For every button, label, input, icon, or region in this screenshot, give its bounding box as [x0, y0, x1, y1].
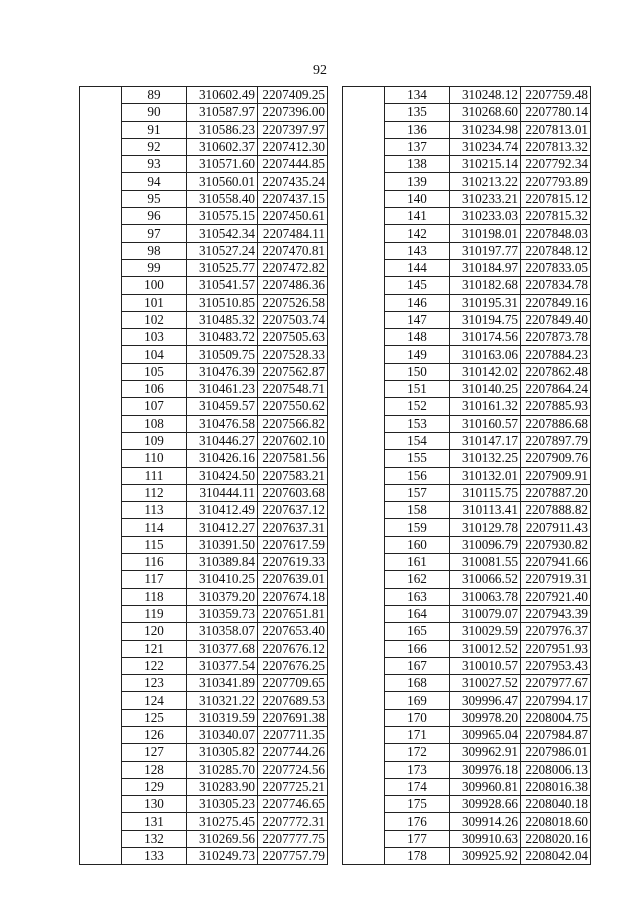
x-coordinate-cell: 309960.81	[450, 778, 521, 795]
y-coordinate-cell: 2207873.78	[521, 329, 591, 346]
point-number-cell: 161	[385, 554, 450, 571]
table-row	[80, 87, 328, 104]
y-coordinate-cell: 2207862.48	[521, 363, 591, 380]
y-coordinate-cell: 2207602.10	[258, 432, 328, 449]
y-coordinate-cell: 2207676.25	[258, 657, 328, 674]
y-coordinate-cell: 2207887.20	[521, 484, 591, 501]
point-number-cell: 131	[122, 813, 187, 830]
point-number-cell: 155	[385, 450, 450, 467]
x-coordinate-cell: 310140.25	[450, 381, 521, 398]
point-number-cell: 159	[385, 519, 450, 536]
y-coordinate-cell: 2207676.12	[258, 640, 328, 657]
y-coordinate-cell: 2207919.31	[521, 571, 591, 588]
y-coordinate-cell: 2207833.05	[521, 259, 591, 276]
x-coordinate-cell: 310079.07	[450, 605, 521, 622]
point-number-cell: 90	[122, 104, 187, 121]
x-coordinate-cell: 310602.37	[187, 138, 258, 155]
y-coordinate-cell: 2207848.12	[521, 242, 591, 259]
x-coordinate-cell: 310010.57	[450, 657, 521, 674]
x-coordinate-cell: 309996.47	[450, 692, 521, 709]
point-number-cell: 130	[122, 796, 187, 813]
table-row	[343, 87, 591, 104]
y-coordinate-cell: 2207793.89	[521, 173, 591, 190]
point-number-cell: 146	[385, 294, 450, 311]
point-number-cell: 98	[122, 242, 187, 259]
y-coordinate-cell: 2207986.01	[521, 744, 591, 761]
point-number-cell: 108	[122, 415, 187, 432]
y-coordinate-cell: 2207941.66	[521, 554, 591, 571]
y-coordinate-cell: 2207637.31	[258, 519, 328, 536]
y-coordinate-cell: 2207815.32	[521, 208, 591, 225]
point-number-cell: 145	[385, 277, 450, 294]
point-number-cell: 150	[385, 363, 450, 380]
x-coordinate-cell: 310560.01	[187, 173, 258, 190]
x-coordinate-cell: 310571.60	[187, 156, 258, 173]
x-coordinate-cell: 310305.82	[187, 744, 258, 761]
x-coordinate-cell: 310198.01	[450, 225, 521, 242]
point-number-cell: 149	[385, 346, 450, 363]
y-coordinate-cell: 2207976.37	[521, 623, 591, 640]
x-coordinate-cell: 310248.12	[450, 87, 521, 104]
point-number-cell: 107	[122, 398, 187, 415]
point-number-cell: 137	[385, 138, 450, 155]
point-number-cell: 176	[385, 813, 450, 830]
x-coordinate-cell: 310391.50	[187, 536, 258, 553]
y-coordinate-cell: 2207953.43	[521, 657, 591, 674]
point-number-cell: 114	[122, 519, 187, 536]
y-coordinate-cell: 2207792.34	[521, 156, 591, 173]
x-coordinate-cell: 310341.89	[187, 675, 258, 692]
y-coordinate-cell: 2207397.97	[258, 121, 328, 138]
x-coordinate-cell: 310194.75	[450, 311, 521, 328]
point-number-cell: 132	[122, 830, 187, 847]
y-coordinate-cell: 2207562.87	[258, 363, 328, 380]
point-number-cell: 128	[122, 761, 187, 778]
point-number-cell: 178	[385, 848, 450, 865]
y-coordinate-cell: 2207548.71	[258, 381, 328, 398]
y-coordinate-cell: 2207444.85	[258, 156, 328, 173]
point-number-cell: 136	[385, 121, 450, 138]
x-coordinate-cell: 310426.16	[187, 450, 258, 467]
x-coordinate-cell: 310412.49	[187, 502, 258, 519]
point-number-cell: 167	[385, 657, 450, 674]
x-coordinate-cell: 310233.21	[450, 190, 521, 207]
x-coordinate-cell: 310602.49	[187, 87, 258, 104]
x-coordinate-cell: 310132.01	[450, 467, 521, 484]
y-coordinate-cell: 2208004.75	[521, 709, 591, 726]
point-number-cell: 133	[122, 848, 187, 865]
point-number-cell: 121	[122, 640, 187, 657]
x-coordinate-cell: 310483.72	[187, 329, 258, 346]
x-coordinate-cell: 310485.32	[187, 311, 258, 328]
point-number-cell: 117	[122, 571, 187, 588]
point-number-cell: 144	[385, 259, 450, 276]
point-number-cell: 122	[122, 657, 187, 674]
point-number-cell: 152	[385, 398, 450, 415]
x-coordinate-cell: 310476.58	[187, 415, 258, 432]
point-number-cell: 126	[122, 726, 187, 743]
x-coordinate-cell: 310160.57	[450, 415, 521, 432]
y-coordinate-cell: 2208018.60	[521, 813, 591, 830]
y-coordinate-cell: 2207450.61	[258, 208, 328, 225]
point-number-cell: 177	[385, 830, 450, 847]
point-number-cell: 151	[385, 381, 450, 398]
y-coordinate-cell: 2207909.76	[521, 450, 591, 467]
x-coordinate-cell: 310233.03	[450, 208, 521, 225]
x-coordinate-cell: 310358.07	[187, 623, 258, 640]
point-number-cell: 120	[122, 623, 187, 640]
x-coordinate-cell: 310587.97	[187, 104, 258, 121]
x-coordinate-cell: 310285.70	[187, 761, 258, 778]
x-coordinate-cell: 310213.22	[450, 173, 521, 190]
x-coordinate-cell: 310525.77	[187, 259, 258, 276]
y-coordinate-cell: 2207674.18	[258, 588, 328, 605]
x-coordinate-cell: 310184.97	[450, 259, 521, 276]
point-number-cell: 119	[122, 605, 187, 622]
y-coordinate-cell: 2207813.32	[521, 138, 591, 155]
y-coordinate-cell: 2207484.11	[258, 225, 328, 242]
point-number-cell: 156	[385, 467, 450, 484]
x-coordinate-cell: 310412.27	[187, 519, 258, 536]
y-coordinate-cell: 2207815.12	[521, 190, 591, 207]
y-coordinate-cell: 2207639.01	[258, 571, 328, 588]
y-coordinate-cell: 2207984.87	[521, 726, 591, 743]
x-coordinate-cell: 309976.18	[450, 761, 521, 778]
x-coordinate-cell: 310377.68	[187, 640, 258, 657]
point-number-cell: 110	[122, 450, 187, 467]
point-number-cell: 99	[122, 259, 187, 276]
y-coordinate-cell: 2207470.81	[258, 242, 328, 259]
point-number-cell: 162	[385, 571, 450, 588]
y-coordinate-cell: 2208042.04	[521, 848, 591, 865]
x-coordinate-cell: 310197.77	[450, 242, 521, 259]
point-number-cell: 143	[385, 242, 450, 259]
y-coordinate-cell: 2207581.56	[258, 450, 328, 467]
y-coordinate-cell: 2207909.91	[521, 467, 591, 484]
x-coordinate-cell: 309962.91	[450, 744, 521, 761]
x-coordinate-cell: 310340.07	[187, 726, 258, 743]
point-number-cell: 139	[385, 173, 450, 190]
page-number: 92	[313, 63, 327, 78]
y-coordinate-cell: 2208006.13	[521, 761, 591, 778]
point-number-cell: 92	[122, 138, 187, 155]
x-coordinate-cell: 309925.92	[450, 848, 521, 865]
point-number-cell: 170	[385, 709, 450, 726]
point-number-cell: 103	[122, 329, 187, 346]
point-number-cell: 94	[122, 173, 187, 190]
point-number-cell: 125	[122, 709, 187, 726]
y-coordinate-cell: 2207772.31	[258, 813, 328, 830]
y-coordinate-cell: 2207437.15	[258, 190, 328, 207]
point-number-cell: 163	[385, 588, 450, 605]
x-coordinate-cell: 310268.60	[450, 104, 521, 121]
x-coordinate-cell: 310234.98	[450, 121, 521, 138]
point-number-cell: 168	[385, 675, 450, 692]
y-coordinate-cell: 2207951.93	[521, 640, 591, 657]
x-coordinate-cell: 310275.45	[187, 813, 258, 830]
y-coordinate-cell: 2207528.33	[258, 346, 328, 363]
point-number-cell: 154	[385, 432, 450, 449]
y-coordinate-cell: 2207689.53	[258, 692, 328, 709]
y-coordinate-cell: 2207566.82	[258, 415, 328, 432]
y-coordinate-cell: 2207526.58	[258, 294, 328, 311]
point-number-cell: 97	[122, 225, 187, 242]
point-number-cell: 141	[385, 208, 450, 225]
point-number-cell: 100	[122, 277, 187, 294]
x-coordinate-cell: 310029.59	[450, 623, 521, 640]
point-number-cell: 175	[385, 796, 450, 813]
x-coordinate-cell: 309910.63	[450, 830, 521, 847]
x-coordinate-cell: 310195.31	[450, 294, 521, 311]
y-coordinate-cell: 2207396.00	[258, 104, 328, 121]
point-number-cell: 142	[385, 225, 450, 242]
y-coordinate-cell: 2207691.38	[258, 709, 328, 726]
y-coordinate-cell: 2207834.78	[521, 277, 591, 294]
y-coordinate-cell: 2207911.43	[521, 519, 591, 536]
point-number-cell: 171	[385, 726, 450, 743]
x-coordinate-cell: 310321.22	[187, 692, 258, 709]
y-coordinate-cell: 2207813.01	[521, 121, 591, 138]
y-coordinate-cell: 2207617.59	[258, 536, 328, 553]
y-coordinate-cell: 2207711.35	[258, 726, 328, 743]
x-coordinate-cell: 310163.06	[450, 346, 521, 363]
point-number-cell: 93	[122, 156, 187, 173]
x-coordinate-cell: 310586.23	[187, 121, 258, 138]
y-coordinate-cell: 2207780.14	[521, 104, 591, 121]
x-coordinate-cell: 310215.14	[450, 156, 521, 173]
y-coordinate-cell: 2207930.82	[521, 536, 591, 553]
point-number-cell: 109	[122, 432, 187, 449]
y-coordinate-cell: 2207888.82	[521, 502, 591, 519]
y-coordinate-cell: 2207849.16	[521, 294, 591, 311]
y-coordinate-cell: 2207653.40	[258, 623, 328, 640]
point-number-cell: 164	[385, 605, 450, 622]
y-coordinate-cell: 2207886.68	[521, 415, 591, 432]
point-number-cell: 148	[385, 329, 450, 346]
y-coordinate-cell: 2207412.30	[258, 138, 328, 155]
x-coordinate-cell: 310542.34	[187, 225, 258, 242]
x-coordinate-cell: 309978.20	[450, 709, 521, 726]
y-coordinate-cell: 2207486.36	[258, 277, 328, 294]
point-number-cell: 89	[122, 87, 187, 104]
point-number-cell: 113	[122, 502, 187, 519]
y-coordinate-cell: 2207943.39	[521, 605, 591, 622]
y-coordinate-cell: 2207619.33	[258, 554, 328, 571]
point-number-cell: 96	[122, 208, 187, 225]
x-coordinate-cell: 310509.75	[187, 346, 258, 363]
point-number-cell: 160	[385, 536, 450, 553]
point-number-cell: 91	[122, 121, 187, 138]
y-coordinate-cell: 2207603.68	[258, 484, 328, 501]
y-coordinate-cell: 2207435.24	[258, 173, 328, 190]
y-coordinate-cell: 2207744.26	[258, 744, 328, 761]
coordinates-table-left	[79, 86, 328, 865]
x-coordinate-cell: 310410.25	[187, 571, 258, 588]
x-coordinate-cell: 310129.78	[450, 519, 521, 536]
x-coordinate-cell: 310142.02	[450, 363, 521, 380]
y-coordinate-cell: 2207897.79	[521, 432, 591, 449]
y-coordinate-cell: 2207864.24	[521, 381, 591, 398]
point-number-cell: 118	[122, 588, 187, 605]
y-coordinate-cell: 2207746.65	[258, 796, 328, 813]
x-coordinate-cell: 310377.54	[187, 657, 258, 674]
y-coordinate-cell: 2207777.75	[258, 830, 328, 847]
point-number-cell: 135	[385, 104, 450, 121]
y-coordinate-cell: 2208020.16	[521, 830, 591, 847]
point-number-cell: 95	[122, 190, 187, 207]
point-number-cell: 173	[385, 761, 450, 778]
y-coordinate-cell: 2207885.93	[521, 398, 591, 415]
x-coordinate-cell: 310174.56	[450, 329, 521, 346]
y-coordinate-cell: 2207505.63	[258, 329, 328, 346]
x-coordinate-cell: 310558.40	[187, 190, 258, 207]
x-coordinate-cell: 310113.41	[450, 502, 521, 519]
y-coordinate-cell: 2208040.18	[521, 796, 591, 813]
point-number-cell: 106	[122, 381, 187, 398]
x-coordinate-cell: 310459.57	[187, 398, 258, 415]
x-coordinate-cell: 309965.04	[450, 726, 521, 743]
x-coordinate-cell: 310283.90	[187, 778, 258, 795]
x-coordinate-cell: 310063.78	[450, 588, 521, 605]
point-number-cell: 153	[385, 415, 450, 432]
x-coordinate-cell: 310081.55	[450, 554, 521, 571]
y-coordinate-cell: 2207503.74	[258, 311, 328, 328]
x-coordinate-cell: 310476.39	[187, 363, 258, 380]
point-number-cell: 174	[385, 778, 450, 795]
blank-column-cell	[80, 87, 122, 865]
x-coordinate-cell: 310096.79	[450, 536, 521, 553]
y-coordinate-cell: 2207848.03	[521, 225, 591, 242]
point-number-cell: 158	[385, 502, 450, 519]
x-coordinate-cell: 310461.23	[187, 381, 258, 398]
point-number-cell: 140	[385, 190, 450, 207]
y-coordinate-cell: 2207884.23	[521, 346, 591, 363]
x-coordinate-cell: 310115.75	[450, 484, 521, 501]
y-coordinate-cell: 2207583.21	[258, 467, 328, 484]
y-coordinate-cell: 2207725.21	[258, 778, 328, 795]
x-coordinate-cell: 310305.23	[187, 796, 258, 813]
point-number-cell: 104	[122, 346, 187, 363]
y-coordinate-cell: 2207994.17	[521, 692, 591, 709]
point-number-cell: 147	[385, 311, 450, 328]
point-number-cell: 111	[122, 467, 187, 484]
y-coordinate-cell: 2207977.67	[521, 675, 591, 692]
y-coordinate-cell: 2207724.56	[258, 761, 328, 778]
y-coordinate-cell: 2207757.79	[258, 848, 328, 865]
y-coordinate-cell: 2207651.81	[258, 605, 328, 622]
x-coordinate-cell: 310249.73	[187, 848, 258, 865]
point-number-cell: 172	[385, 744, 450, 761]
point-number-cell: 157	[385, 484, 450, 501]
x-coordinate-cell: 310147.17	[450, 432, 521, 449]
y-coordinate-cell: 2208016.38	[521, 778, 591, 795]
x-coordinate-cell: 310234.74	[450, 138, 521, 155]
x-coordinate-cell: 310182.68	[450, 277, 521, 294]
x-coordinate-cell: 310446.27	[187, 432, 258, 449]
point-number-cell: 165	[385, 623, 450, 640]
y-coordinate-cell: 2207921.40	[521, 588, 591, 605]
y-coordinate-cell: 2207472.82	[258, 259, 328, 276]
y-coordinate-cell: 2207709.65	[258, 675, 328, 692]
x-coordinate-cell: 310527.24	[187, 242, 258, 259]
x-coordinate-cell: 310359.73	[187, 605, 258, 622]
point-number-cell: 102	[122, 311, 187, 328]
point-number-cell: 134	[385, 87, 450, 104]
x-coordinate-cell: 310541.57	[187, 277, 258, 294]
x-coordinate-cell: 310066.52	[450, 571, 521, 588]
x-coordinate-cell: 310161.32	[450, 398, 521, 415]
point-number-cell: 166	[385, 640, 450, 657]
x-coordinate-cell: 310269.56	[187, 830, 258, 847]
point-number-cell: 129	[122, 778, 187, 795]
x-coordinate-cell: 310027.52	[450, 675, 521, 692]
y-coordinate-cell: 2207849.40	[521, 311, 591, 328]
point-number-cell: 138	[385, 156, 450, 173]
point-number-cell: 127	[122, 744, 187, 761]
y-coordinate-cell: 2207550.62	[258, 398, 328, 415]
x-coordinate-cell: 310444.11	[187, 484, 258, 501]
x-coordinate-cell: 310379.20	[187, 588, 258, 605]
x-coordinate-cell: 310012.52	[450, 640, 521, 657]
point-number-cell: 169	[385, 692, 450, 709]
x-coordinate-cell: 310575.15	[187, 208, 258, 225]
x-coordinate-cell: 309914.26	[450, 813, 521, 830]
x-coordinate-cell: 310424.50	[187, 467, 258, 484]
point-number-cell: 123	[122, 675, 187, 692]
y-coordinate-cell: 2207409.25	[258, 87, 328, 104]
blank-column-cell	[343, 87, 385, 865]
point-number-cell: 115	[122, 536, 187, 553]
point-number-cell: 105	[122, 363, 187, 380]
x-coordinate-cell: 310132.25	[450, 450, 521, 467]
x-coordinate-cell: 309928.66	[450, 796, 521, 813]
point-number-cell: 116	[122, 554, 187, 571]
y-coordinate-cell: 2207759.48	[521, 87, 591, 104]
point-number-cell: 112	[122, 484, 187, 501]
coordinates-table-right	[342, 86, 591, 865]
y-coordinate-cell: 2207637.12	[258, 502, 328, 519]
point-number-cell: 124	[122, 692, 187, 709]
x-coordinate-cell: 310319.59	[187, 709, 258, 726]
point-number-cell: 101	[122, 294, 187, 311]
x-coordinate-cell: 310389.84	[187, 554, 258, 571]
x-coordinate-cell: 310510.85	[187, 294, 258, 311]
